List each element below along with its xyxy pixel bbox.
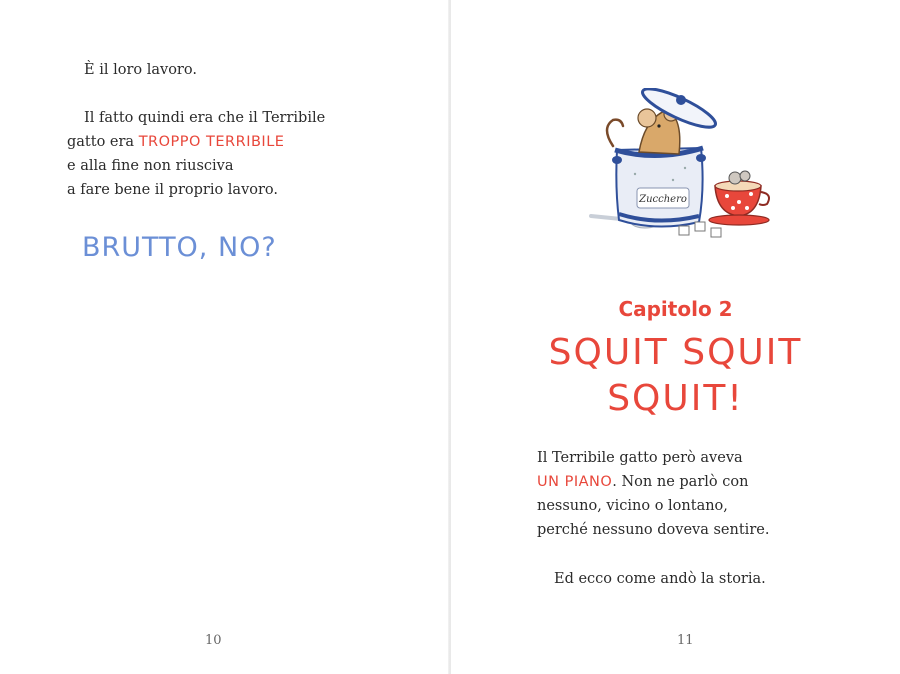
troppo-terribile-highlight: TROPPO TERRIBILE: [138, 134, 285, 150]
left-para-2-line-1: Il fatto quindi era che il Terribile: [84, 110, 326, 126]
chapter-label: Capitolo 2: [618, 297, 733, 321]
chapter-title-line-1: SQUIT SQUIT: [548, 332, 803, 373]
left-para-2-line-3: e alla fine non riusciva: [67, 158, 234, 174]
jar-label: Zucchero: [639, 194, 687, 205]
right-para-2: Ed ecco come andò la storia.: [554, 571, 766, 587]
left-para-1: [84, 58, 197, 82]
left-para-2-line-2-text: gatto era: [67, 134, 139, 150]
un-piano-highlight: UN PIANO: [537, 474, 613, 490]
right-para-1-line-1: Il Terribile gatto però aveva: [537, 450, 743, 466]
sugar-jar-icon: [612, 148, 706, 227]
right-para-1-line-4: perché nessuno doveva sentire.: [537, 522, 770, 538]
chapter-title: [451, 330, 900, 422]
left-para-2-line-2: [67, 130, 325, 154]
page-number-left: 10: [205, 633, 222, 648]
page-number-right: 11: [677, 633, 694, 648]
right-para-1-line-3: nessuno, vicino o lontano,: [537, 498, 728, 514]
chapter-title-line-2: SQUIT!: [607, 378, 744, 419]
brutto-no-exclamation: BRUTTO, NO?: [82, 232, 277, 263]
right-para-1-line-2-text: . Non ne parlò con: [612, 474, 749, 490]
left-para-1-text: È il loro lavoro.: [84, 62, 197, 78]
right-para-1-line-2: [537, 470, 769, 494]
mouse-in-sugar-jar-illustration: [587, 88, 787, 248]
right-para-1: [537, 446, 769, 542]
left-para-2-line-4: a fare bene il proprio lavoro.: [67, 182, 279, 198]
right-page: [451, 0, 900, 674]
teacup-icon: [709, 171, 769, 225]
left-para-2: [67, 106, 325, 202]
